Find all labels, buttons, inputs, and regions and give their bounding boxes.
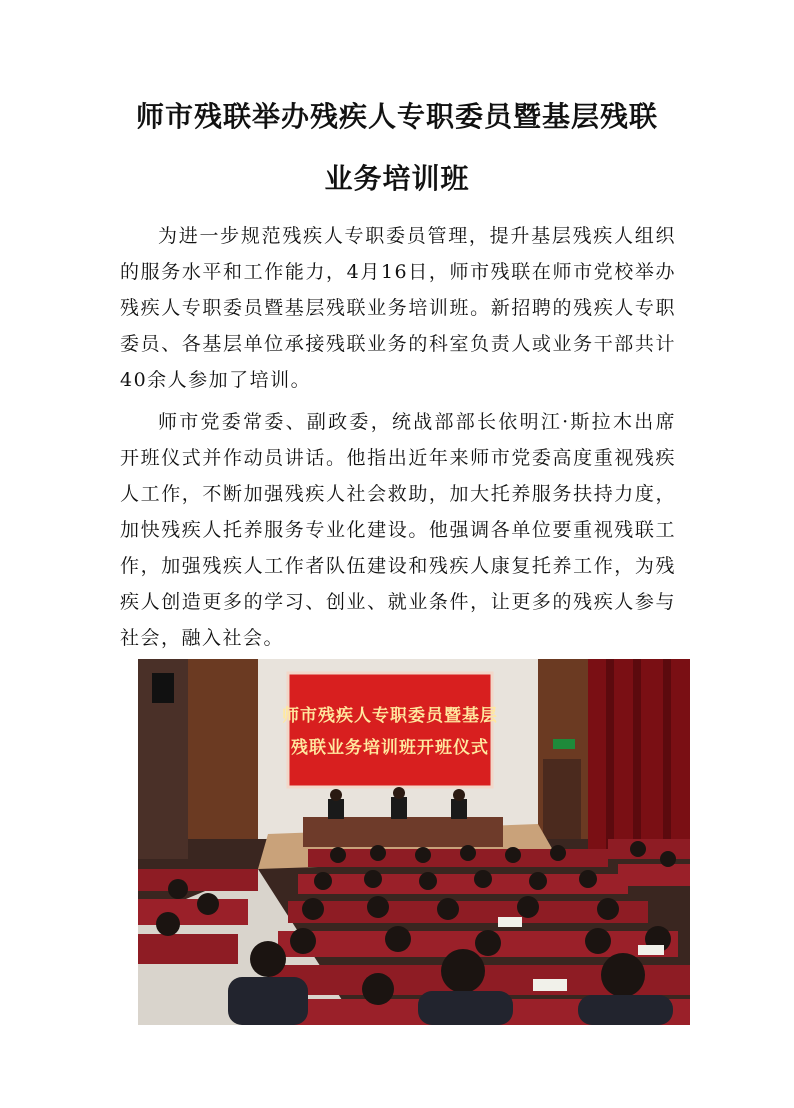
meeting-photo — [138, 659, 690, 1025]
banner-screen — [288, 673, 492, 787]
speaker-icon — [152, 673, 174, 703]
document-title-line-1: 师市残联举办残疾人专职委员暨基层残联 — [135, 100, 658, 133]
paragraph-1 — [120, 218, 676, 398]
paragraph-2 — [120, 404, 676, 656]
document-title-line-2: 业务培训班 — [324, 162, 470, 195]
head-table — [303, 817, 503, 847]
paragraph-1-text: 为进一步规范残疾人专职委员管理，提升基层残疾人组织的服务水平和工作能力，4月16日，师市残联在师市党校举办残疾人专职委员暨基层残联业务培训班。新招聘的残疾人专职委员、各基层单位承接残联业务的科室负责人或业务干部共计40余人参加了培训。 — [120, 225, 676, 391]
banner-line-1: 师市残疾人专职委员暨基层 — [282, 706, 498, 726]
banner-line-2: 残联业务培训班开班仪式 — [291, 738, 489, 758]
paragraph-2-text: 师市党委常委、副政委，统战部部长依明江·斯拉木出席开班仪式并作动员讲话。他指出近年来师市党委高度重视残疾人工作，不断加强残疾人社会救助，加大托养服务扶持力度，加快残疾人托养服务专业化建设。他强调各单位要重视残联工作，加强残疾人工作者队伍建设和残疾人康复托养工作，为残疾人创造更多的学习、创业、就业条件，让更多的残疾人参与社会，融入社会。 — [120, 411, 676, 649]
